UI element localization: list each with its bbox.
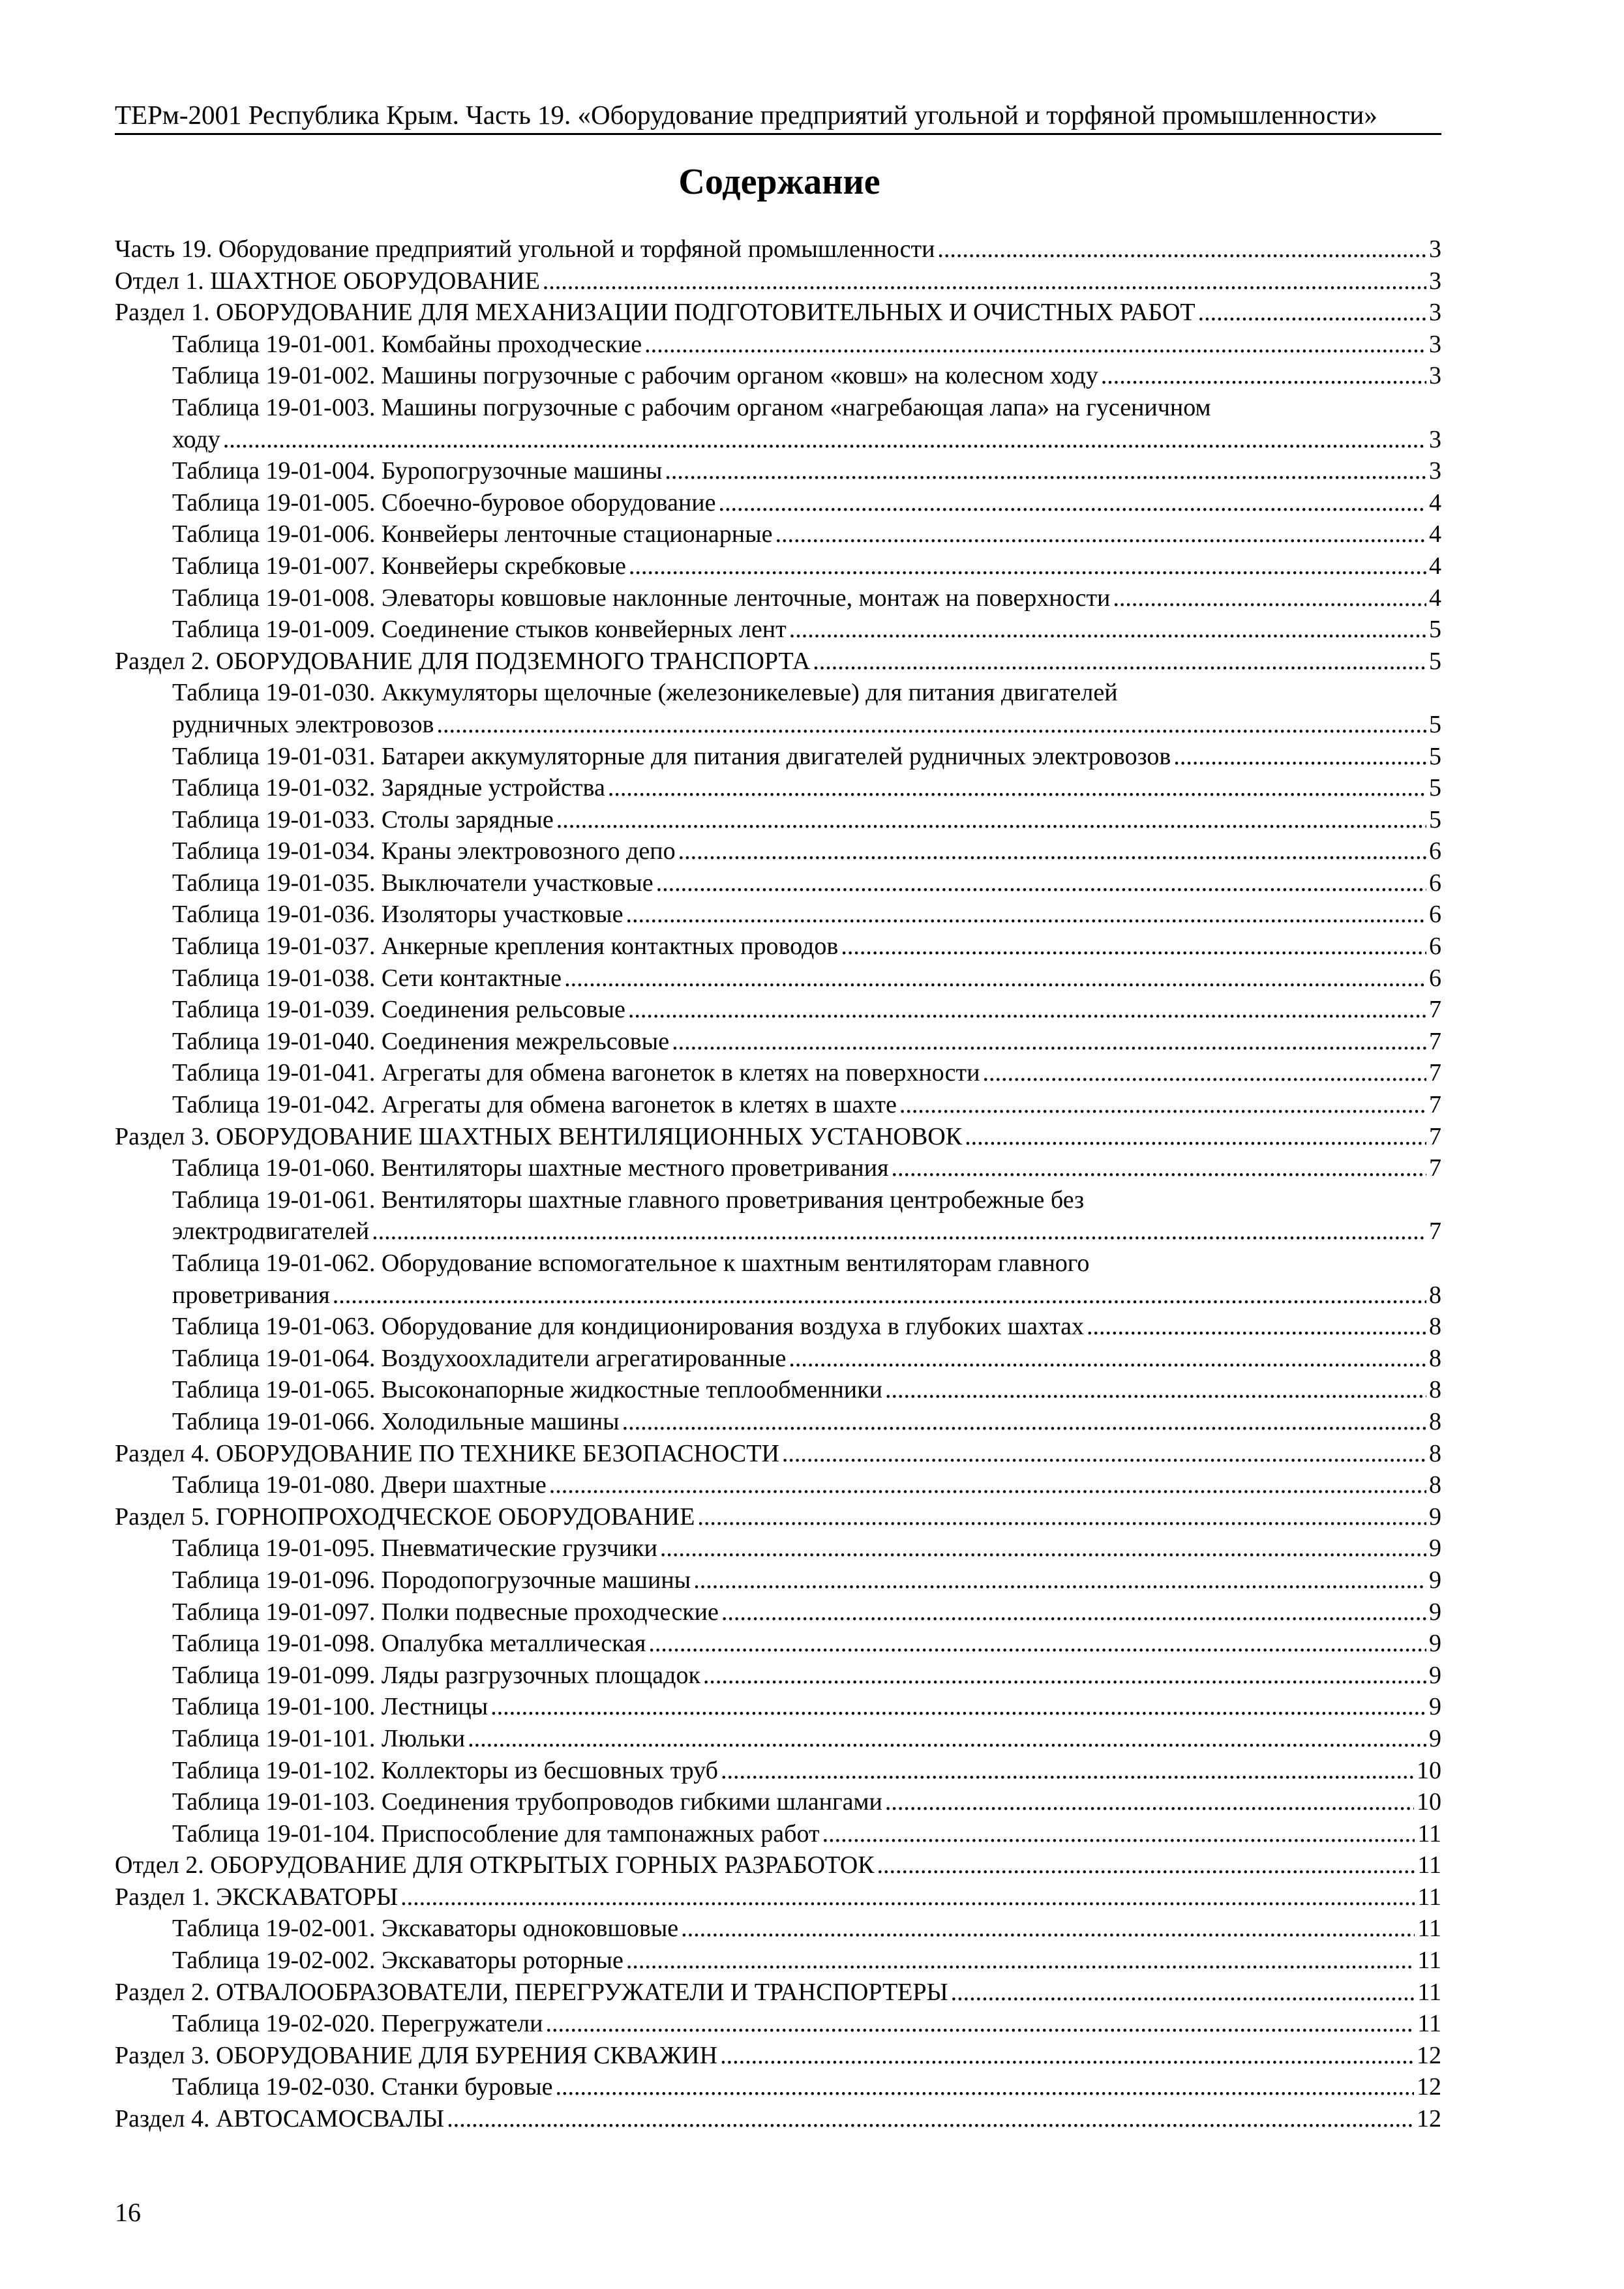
toc-table-entry[interactable] bbox=[115, 1374, 1441, 1406]
toc-table-entry[interactable] bbox=[115, 1184, 1441, 1248]
dot-leader bbox=[899, 1089, 1426, 1121]
toc-entry-text: Раздел 2. ОБОРУДОВАНИЕ ДЛЯ ПОДЗЕМНОГО ТРАНСПОРТА bbox=[115, 647, 811, 675]
toc-entry-page: 7 bbox=[1429, 996, 1441, 1024]
toc-table-entry[interactable] bbox=[115, 1628, 1441, 1660]
toc-entry-line bbox=[172, 582, 1441, 614]
toc-table-entry[interactable] bbox=[115, 1596, 1441, 1628]
toc-entry-line bbox=[115, 1977, 1441, 2009]
toc-table-entry[interactable] bbox=[115, 1311, 1441, 1343]
toc-entry-page: 9 bbox=[1429, 1630, 1441, 1658]
toc-table-entry[interactable] bbox=[115, 1469, 1441, 1501]
dot-leader bbox=[721, 1596, 1426, 1628]
toc-entry-page: 5 bbox=[1429, 616, 1441, 644]
toc-entry-line bbox=[172, 1057, 1441, 1089]
toc-section-entry[interactable] bbox=[115, 1501, 1441, 1533]
toc-entry-text: Таблица 19-01-104. Приспособление для тампонажных работ bbox=[172, 1819, 820, 1848]
dot-leader bbox=[703, 1660, 1426, 1692]
dot-leader bbox=[648, 1628, 1426, 1660]
toc-entry-line bbox=[115, 265, 1441, 297]
dot-leader bbox=[789, 1343, 1426, 1375]
toc-entry-page: 9 bbox=[1429, 1661, 1441, 1689]
dot-leader bbox=[546, 2008, 1415, 2040]
toc-entry-line bbox=[172, 1691, 1441, 1723]
page-title: Содержание bbox=[678, 162, 880, 202]
toc-entry-page: 3 bbox=[1429, 457, 1441, 485]
toc-entry-line bbox=[172, 963, 1441, 995]
dot-leader bbox=[223, 424, 1426, 456]
dot-leader bbox=[629, 550, 1426, 582]
dot-leader bbox=[937, 233, 1426, 265]
toc-entry-text: Таблица 19-01-063. Оборудование для кондиционирования воздуха в глубоких шахтах bbox=[172, 1313, 1085, 1341]
toc-table-entry[interactable] bbox=[115, 835, 1441, 867]
toc-entry-line bbox=[115, 646, 1441, 678]
toc-entry-text: Таблица 19-02-001. Экскаваторы одноковшовые bbox=[172, 1915, 679, 1943]
running-header: ТЕРм-2001 Республика Крым. Часть 19. «Оборудование предприятий угольной и торфяной промышленности» bbox=[115, 98, 1441, 135]
toc-entry-page: 4 bbox=[1429, 520, 1441, 548]
toc-entry-page: 8 bbox=[1429, 1281, 1441, 1309]
toc-entry-text: Таблица 19-02-030. Станки буровые bbox=[172, 2073, 553, 2101]
toc-entry-text: Раздел 1. ЭКСКАВАТОРЫ bbox=[115, 1883, 398, 1911]
toc-section-entry[interactable] bbox=[115, 2103, 1441, 2135]
toc-entry-text: Таблица 19-01-009. Соединение стыков конвейерных лент bbox=[172, 616, 787, 644]
toc-entry-text: Таблица 19-01-001. Комбайны проходческие bbox=[172, 330, 642, 358]
toc-entry-text: Таблица 19-01-041. Агрегаты для обмена вагонеток в клетях на поверхности bbox=[172, 1059, 980, 1087]
toc-entry-page: 4 bbox=[1429, 584, 1441, 612]
toc-entry-line bbox=[172, 424, 1441, 456]
toc-entry-text: Таблица 19-01-007. Конвейеры скребковые bbox=[172, 552, 626, 580]
toc-entry-text: рудничных электровозов bbox=[172, 710, 434, 738]
toc-table-entry[interactable] bbox=[115, 867, 1441, 899]
dot-leader bbox=[625, 899, 1426, 931]
dot-leader bbox=[400, 1881, 1415, 1913]
toc-entry-line bbox=[172, 518, 1441, 550]
toc-entry-text: Таблица 19-01-096. Породопогрузочные машины bbox=[172, 1566, 691, 1594]
toc-entry-line bbox=[172, 772, 1441, 804]
toc-table-entry[interactable] bbox=[115, 1343, 1441, 1375]
toc-entry-text: Таблица 19-01-080. Двери шахтные bbox=[172, 1471, 547, 1499]
toc-entry-line bbox=[172, 867, 1441, 899]
toc-entry-line bbox=[172, 360, 1441, 392]
dot-leader bbox=[556, 804, 1426, 836]
toc-section-entry[interactable] bbox=[115, 1881, 1441, 1913]
toc-entry-text: Таблица 19-01-095. Пневматические грузчики bbox=[172, 1534, 657, 1563]
dot-leader bbox=[626, 1945, 1415, 1977]
toc-table-entry[interactable] bbox=[115, 1406, 1441, 1438]
toc-entry-text: Таблица 19-01-036. Изоляторы участковые bbox=[172, 901, 624, 929]
dot-leader bbox=[885, 1374, 1426, 1406]
toc-entry-line bbox=[115, 1438, 1441, 1470]
toc-entry-page: 3 bbox=[1429, 425, 1441, 453]
dot-leader bbox=[1113, 582, 1426, 614]
dot-leader bbox=[782, 1438, 1426, 1470]
toc-entry-line bbox=[172, 1152, 1441, 1184]
toc-entry-page: 6 bbox=[1429, 964, 1441, 992]
toc-entry-page: 11 bbox=[1417, 1978, 1441, 2006]
toc-entry-line bbox=[172, 614, 1441, 646]
toc-table-entry[interactable] bbox=[115, 582, 1441, 614]
toc-entry-line bbox=[172, 709, 1441, 741]
toc-entry-text: Раздел 5. ГОРНОПРОХОДЧЕСКОЕ ОБОРУДОВАНИЕ bbox=[115, 1503, 695, 1531]
dot-leader bbox=[1101, 360, 1426, 392]
toc-table-entry[interactable] bbox=[115, 677, 1441, 740]
toc-entry-line bbox=[172, 741, 1441, 773]
toc-table-entry[interactable] bbox=[115, 1248, 1441, 1311]
toc-entry-line bbox=[172, 2071, 1441, 2103]
dot-leader bbox=[543, 265, 1426, 297]
toc-table-entry[interactable] bbox=[115, 994, 1441, 1026]
dot-leader bbox=[693, 1564, 1426, 1596]
toc-table-entry[interactable] bbox=[115, 963, 1441, 995]
toc-table-entry[interactable] bbox=[115, 1755, 1441, 1787]
toc-entry-line bbox=[172, 1311, 1441, 1343]
dot-leader bbox=[1173, 741, 1426, 773]
toc-entry-page: 3 bbox=[1429, 362, 1441, 390]
toc-entry-text: Таблица 19-01-034. Краны электровозного депо bbox=[172, 837, 676, 865]
toc-entry-text: Отдел 2. ОБОРУДОВАНИЕ ДЛЯ ОТКРЫТЫХ ГОРНЫХ РАЗРАБОТОК bbox=[115, 1851, 875, 1879]
toc-entry-page: 3 bbox=[1429, 299, 1441, 327]
toc-entry-text: электродвигателей bbox=[172, 1218, 370, 1246]
dot-leader bbox=[841, 931, 1426, 963]
toc-section-entry[interactable] bbox=[115, 265, 1441, 297]
toc-entry-line bbox=[172, 899, 1441, 931]
toc-section-entry[interactable] bbox=[115, 2040, 1441, 2072]
toc-entry-line bbox=[172, 931, 1441, 963]
toc-table-entry[interactable] bbox=[115, 455, 1441, 487]
dot-leader bbox=[437, 709, 1427, 741]
dot-leader bbox=[877, 1849, 1415, 1881]
toc-entry-line bbox=[172, 1596, 1441, 1628]
toc-entry-line bbox=[115, 1121, 1441, 1153]
toc-table-entry[interactable] bbox=[115, 772, 1441, 804]
dot-leader bbox=[672, 1026, 1426, 1058]
page-number: 16 bbox=[115, 2198, 141, 2227]
dot-leader bbox=[372, 1216, 1426, 1248]
dot-leader bbox=[1087, 1311, 1426, 1343]
toc-entry-page: 7 bbox=[1429, 1027, 1441, 1055]
toc-entry-text: Таблица 19-01-038. Сети контактные bbox=[172, 964, 562, 992]
toc-entry-page: 3 bbox=[1429, 235, 1441, 263]
toc-entry-text: Таблица 19-02-002. Экскаваторы роторные bbox=[172, 1947, 624, 1975]
toc-entry-line bbox=[172, 1755, 1441, 1787]
toc-entry-page: 9 bbox=[1429, 1503, 1441, 1531]
toc-entry-page: 9 bbox=[1429, 1598, 1441, 1626]
toc-entry-text: Таблица 19-01-002. Машины погрузочные с рабочим органом «ковш» на колесном ходу bbox=[172, 362, 1098, 390]
toc-entry-text: Таблица 19-01-004. Буропогрузочные машины bbox=[172, 457, 663, 485]
toc-table-entry[interactable] bbox=[115, 1564, 1441, 1596]
toc-entry-line bbox=[172, 1089, 1441, 1121]
toc-section-entry[interactable] bbox=[115, 1438, 1441, 1470]
toc-entry-page: 5 bbox=[1429, 774, 1441, 802]
toc-entry-text: Таблица 19-01-040. Соединения межрельсовые bbox=[172, 1027, 670, 1055]
toc-entry-text: Раздел 2. ОТВАЛООБРАЗОВАТЕЛИ, ПЕРЕГРУЖАТЕЛИ И ТРАНСПОРТЕРЫ bbox=[115, 1978, 948, 2006]
toc-section-entry[interactable] bbox=[115, 1977, 1441, 2009]
dot-leader bbox=[720, 2040, 1414, 2072]
toc-entry-text: Таблица 19-01-103. Соединения трубопроводов гибкими шлангами bbox=[172, 1788, 882, 1816]
toc-entry-line bbox=[172, 1469, 1441, 1501]
dot-leader bbox=[951, 1977, 1415, 2009]
toc-entry-line bbox=[172, 329, 1441, 361]
toc-section-entry[interactable] bbox=[115, 297, 1441, 329]
toc-entry-line bbox=[172, 1374, 1441, 1406]
dot-leader bbox=[965, 1121, 1426, 1153]
toc-entry-page: 8 bbox=[1429, 1376, 1441, 1404]
toc-entry-line bbox=[115, 2040, 1441, 2072]
toc-entry-line bbox=[115, 2103, 1441, 2135]
dot-leader bbox=[885, 1786, 1414, 1818]
toc-entry-line bbox=[172, 1945, 1441, 1977]
toc-table-entry[interactable] bbox=[115, 1152, 1441, 1184]
toc-entry-page: 4 bbox=[1429, 488, 1441, 516]
toc-entry-page: 7 bbox=[1429, 1059, 1441, 1087]
dot-leader bbox=[656, 867, 1426, 899]
toc-table-entry[interactable] bbox=[115, 1818, 1441, 1850]
dot-leader bbox=[775, 518, 1426, 550]
dot-leader bbox=[813, 646, 1426, 678]
toc-entry-page: 5 bbox=[1429, 710, 1441, 738]
toc-table-entry[interactable] bbox=[115, 1533, 1441, 1564]
toc-entry-line bbox=[172, 1533, 1441, 1564]
dot-leader bbox=[718, 487, 1426, 519]
dot-leader bbox=[490, 1691, 1426, 1723]
toc-entry-text: Таблица 19-01-101. Люльки bbox=[172, 1724, 466, 1752]
toc-entry-text: Таблица 19-01-099. Ляды разгрузочных площадок bbox=[172, 1661, 700, 1689]
toc-entry-page: 10 bbox=[1417, 1788, 1441, 1816]
toc-entry-page: 8 bbox=[1429, 1471, 1441, 1499]
toc-entry-text: Таблица 19-01-031. Батареи аккумуляторные для питания двигателей рудничных электровозов bbox=[172, 742, 1171, 770]
dot-leader bbox=[608, 772, 1426, 804]
toc-entry-text: Таблица 19-01-066. Холодильные машины bbox=[172, 1407, 620, 1435]
dot-leader bbox=[555, 2071, 1414, 2103]
toc-entry-page: 7 bbox=[1429, 1122, 1441, 1150]
toc-section-entry[interactable] bbox=[115, 233, 1441, 265]
toc-entry-line bbox=[172, 1723, 1441, 1755]
toc-entry-page: 11 bbox=[1417, 1947, 1441, 1975]
toc-entry-page: 9 bbox=[1429, 1724, 1441, 1752]
toc-entry-line bbox=[172, 455, 1441, 487]
toc-entry-line bbox=[172, 2008, 1441, 2040]
dot-leader bbox=[468, 1723, 1426, 1755]
table-of-contents bbox=[115, 233, 1441, 2135]
toc-entry-page: 5 bbox=[1429, 742, 1441, 770]
toc-entry-page: 9 bbox=[1429, 1566, 1441, 1594]
toc-table-entry[interactable] bbox=[115, 2071, 1441, 2103]
toc-entry-page: 5 bbox=[1429, 647, 1441, 675]
toc-table-entry[interactable] bbox=[115, 1913, 1441, 1945]
toc-entry-line bbox=[172, 487, 1441, 519]
toc-entry-text: Таблица 19-01-098. Опалубка металлическая bbox=[172, 1630, 646, 1658]
toc-entry-text: Часть 19. Оборудование предприятий угольной и торфяной промышленности bbox=[115, 235, 935, 263]
toc-entry-line bbox=[115, 1501, 1441, 1533]
dot-leader bbox=[822, 1818, 1415, 1850]
toc-table-entry[interactable] bbox=[115, 931, 1441, 963]
toc-table-entry[interactable] bbox=[115, 329, 1441, 361]
toc-table-entry[interactable] bbox=[115, 899, 1441, 931]
toc-entry-text: Таблица 19-01-037. Анкерные крепления контактных проводов bbox=[172, 933, 839, 961]
dot-leader bbox=[678, 835, 1426, 867]
toc-entry-page: 8 bbox=[1429, 1344, 1441, 1372]
toc-entry-page: 9 bbox=[1429, 1534, 1441, 1563]
toc-entry-page: 5 bbox=[1429, 805, 1441, 833]
toc-entry-text: Отдел 1. ШАХТНОЕ ОБОРУДОВАНИЕ bbox=[115, 267, 540, 295]
toc-entry-text: Таблица 19-01-006. Конвейеры ленточные стационарные bbox=[172, 520, 773, 548]
toc-entry-text: Таблица 19-01-039. Соединения рельсовые bbox=[172, 996, 625, 1024]
toc-entry-page: 8 bbox=[1429, 1439, 1441, 1467]
toc-table-entry[interactable] bbox=[115, 741, 1441, 773]
toc-entry-line bbox=[172, 804, 1441, 836]
dot-leader bbox=[622, 1406, 1426, 1438]
toc-section-entry[interactable] bbox=[115, 646, 1441, 678]
toc-entry-line bbox=[172, 1564, 1441, 1596]
toc-entry-line bbox=[172, 550, 1441, 582]
toc-table-entry[interactable] bbox=[115, 487, 1441, 519]
toc-entry-line bbox=[172, 1406, 1441, 1438]
toc-entry-text: Таблица 19-01-065. Высоконапорные жидкостные теплообменники bbox=[172, 1376, 882, 1404]
toc-section-entry[interactable] bbox=[115, 1121, 1441, 1153]
toc-entry-page: 6 bbox=[1429, 837, 1441, 865]
toc-entry-text: Таблица 19-01-008. Элеваторы ковшовые наклонные ленточные, монтаж на поверхности bbox=[172, 584, 1111, 612]
toc-entry-text-line1: Таблица 19-01-062. Оборудование вспомогательное к шахтным вентиляторам главного bbox=[172, 1249, 1090, 1277]
toc-entry-page: 10 bbox=[1417, 1756, 1441, 1784]
toc-entry-page: 4 bbox=[1429, 552, 1441, 580]
dot-leader bbox=[447, 2103, 1414, 2135]
toc-entry-text: Таблица 19-01-064. Воздухоохладители агрегатированные bbox=[172, 1344, 787, 1372]
toc-table-entry[interactable] bbox=[115, 518, 1441, 550]
toc-entry-page: 11 bbox=[1417, 1819, 1441, 1848]
toc-entry-text: Раздел 1. ОБОРУДОВАНИЕ ДЛЯ МЕХАНИЗАЦИИ ПОДГОТОВИТЕЛЬНЫХ И ОЧИСТНЫХ РАБОТ bbox=[115, 299, 1195, 327]
toc-entry-text: Таблица 19-02-020. Перегружатели bbox=[172, 2010, 543, 2038]
toc-entry-page: 8 bbox=[1429, 1313, 1441, 1341]
toc-table-entry[interactable] bbox=[115, 1057, 1441, 1089]
toc-entry-page: 3 bbox=[1429, 267, 1441, 295]
toc-entry-text: Таблица 19-01-042. Агрегаты для обмена вагонеток в клетях в шахте bbox=[172, 1091, 897, 1119]
toc-table-entry[interactable] bbox=[115, 1026, 1441, 1058]
toc-entry-text: проветривания bbox=[172, 1281, 330, 1309]
toc-entry-line bbox=[172, 1216, 1441, 1248]
toc-table-entry[interactable] bbox=[115, 392, 1441, 455]
toc-entry-text: Раздел 3. ОБОРУДОВАНИЕ ШАХТНЫХ ВЕНТИЛЯЦИОННЫХ УСТАНОВОК bbox=[115, 1122, 963, 1150]
toc-entry-line bbox=[172, 1628, 1441, 1660]
dot-leader bbox=[644, 329, 1426, 361]
dot-leader bbox=[564, 963, 1426, 995]
toc-entry-text: Таблица 19-01-100. Лестницы bbox=[172, 1693, 489, 1721]
toc-entry-text: Раздел 4. АВТОСАМОСВАЛЫ bbox=[115, 2105, 445, 2133]
toc-table-entry[interactable] bbox=[115, 1660, 1441, 1692]
toc-entry-text: Раздел 4. ОБОРУДОВАНИЕ ПО ТЕХНИКЕ БЕЗОПАСНОСТИ bbox=[115, 1439, 779, 1467]
toc-entry-line bbox=[172, 835, 1441, 867]
toc-entry-text-line1: Таблица 19-01-061. Вентиляторы шахтные главного проветривания центробежные без bbox=[172, 1186, 1085, 1214]
toc-table-entry[interactable] bbox=[115, 614, 1441, 646]
toc-entry-page: 12 bbox=[1417, 2041, 1441, 2069]
toc-table-entry[interactable] bbox=[115, 1786, 1441, 1818]
toc-entry-page: 8 bbox=[1429, 1407, 1441, 1435]
toc-table-entry[interactable] bbox=[115, 1945, 1441, 1977]
toc-entry-page: 11 bbox=[1417, 1851, 1441, 1879]
toc-entry-page: 7 bbox=[1429, 1154, 1441, 1182]
toc-entry-line bbox=[172, 1786, 1441, 1818]
toc-entry-page: 12 bbox=[1417, 2105, 1441, 2133]
dot-leader bbox=[789, 614, 1426, 646]
toc-entry-line bbox=[115, 297, 1441, 329]
toc-entry-line bbox=[172, 1279, 1441, 1311]
dot-leader bbox=[660, 1533, 1426, 1564]
toc-entry-page: 11 bbox=[1417, 1915, 1441, 1943]
toc-table-entry[interactable] bbox=[115, 1723, 1441, 1755]
toc-entry-line bbox=[115, 1849, 1441, 1881]
dot-leader bbox=[697, 1501, 1426, 1533]
dot-leader bbox=[982, 1057, 1426, 1089]
toc-entry-page: 11 bbox=[1417, 1883, 1441, 1911]
dot-leader bbox=[628, 994, 1426, 1026]
toc-entry-line bbox=[172, 1343, 1441, 1375]
dot-leader bbox=[721, 1755, 1414, 1787]
dot-leader bbox=[549, 1469, 1426, 1501]
toc-table-entry[interactable] bbox=[115, 1089, 1441, 1121]
toc-entry-page: 7 bbox=[1429, 1218, 1441, 1246]
toc-entry-text: ходу bbox=[172, 425, 220, 453]
toc-table-entry[interactable] bbox=[115, 804, 1441, 836]
toc-entry-page: 6 bbox=[1429, 901, 1441, 929]
toc-table-entry[interactable] bbox=[115, 550, 1441, 582]
toc-entry-text: Таблица 19-01-035. Выключатели участковые bbox=[172, 869, 654, 897]
dot-leader bbox=[681, 1913, 1415, 1945]
toc-entry-text: Таблица 19-01-097. Полки подвесные проходческие bbox=[172, 1598, 719, 1626]
toc-entry-page: 9 bbox=[1429, 1693, 1441, 1721]
dot-leader bbox=[1198, 297, 1426, 329]
toc-entry-text-line1: Таблица 19-01-030. Аккумуляторы щелочные (железоникелевые) для питания двигателей bbox=[172, 679, 1118, 707]
toc-entry-text: Таблица 19-01-060. Вентиляторы шахтные местного проветривания bbox=[172, 1154, 889, 1182]
toc-entry-text: Раздел 3. ОБОРУДОВАНИЕ ДЛЯ БУРЕНИЯ СКВАЖИН bbox=[115, 2041, 718, 2069]
toc-entry-page: 12 bbox=[1417, 2073, 1441, 2101]
toc-table-entry[interactable] bbox=[115, 2008, 1441, 2040]
toc-entry-text-line1: Таблица 19-01-003. Машины погрузочные с рабочим органом «нагребающая лапа» на гусеничном bbox=[172, 393, 1211, 421]
dot-leader bbox=[665, 455, 1426, 487]
toc-entry-page: 11 bbox=[1417, 2010, 1441, 2038]
toc-entry-text: Таблица 19-01-005. Сбоечно-буровое оборудование bbox=[172, 488, 716, 516]
toc-entry-line bbox=[172, 1660, 1441, 1692]
toc-entry-line bbox=[115, 233, 1441, 265]
toc-table-entry[interactable] bbox=[115, 1691, 1441, 1723]
toc-entry-line bbox=[172, 1818, 1441, 1850]
toc-entry-line bbox=[172, 1913, 1441, 1945]
toc-table-entry[interactable] bbox=[115, 360, 1441, 392]
toc-entry-page: 3 bbox=[1429, 330, 1441, 358]
dot-leader bbox=[892, 1152, 1426, 1184]
toc-entry-page: 7 bbox=[1429, 1091, 1441, 1119]
toc-entry-line bbox=[115, 1881, 1441, 1913]
toc-entry-page: 6 bbox=[1429, 869, 1441, 897]
toc-entry-line bbox=[172, 1026, 1441, 1058]
toc-entry-text: Таблица 19-01-032. Зарядные устройства bbox=[172, 774, 605, 802]
toc-section-entry[interactable] bbox=[115, 1849, 1441, 1881]
toc-entry-page: 6 bbox=[1429, 933, 1441, 961]
toc-entry-text: Таблица 19-01-102. Коллекторы из бесшовных труб bbox=[172, 1756, 719, 1784]
toc-entry-line bbox=[172, 994, 1441, 1026]
dot-leader bbox=[333, 1279, 1426, 1311]
toc-entry-text: Таблица 19-01-033. Столы зарядные bbox=[172, 805, 554, 833]
